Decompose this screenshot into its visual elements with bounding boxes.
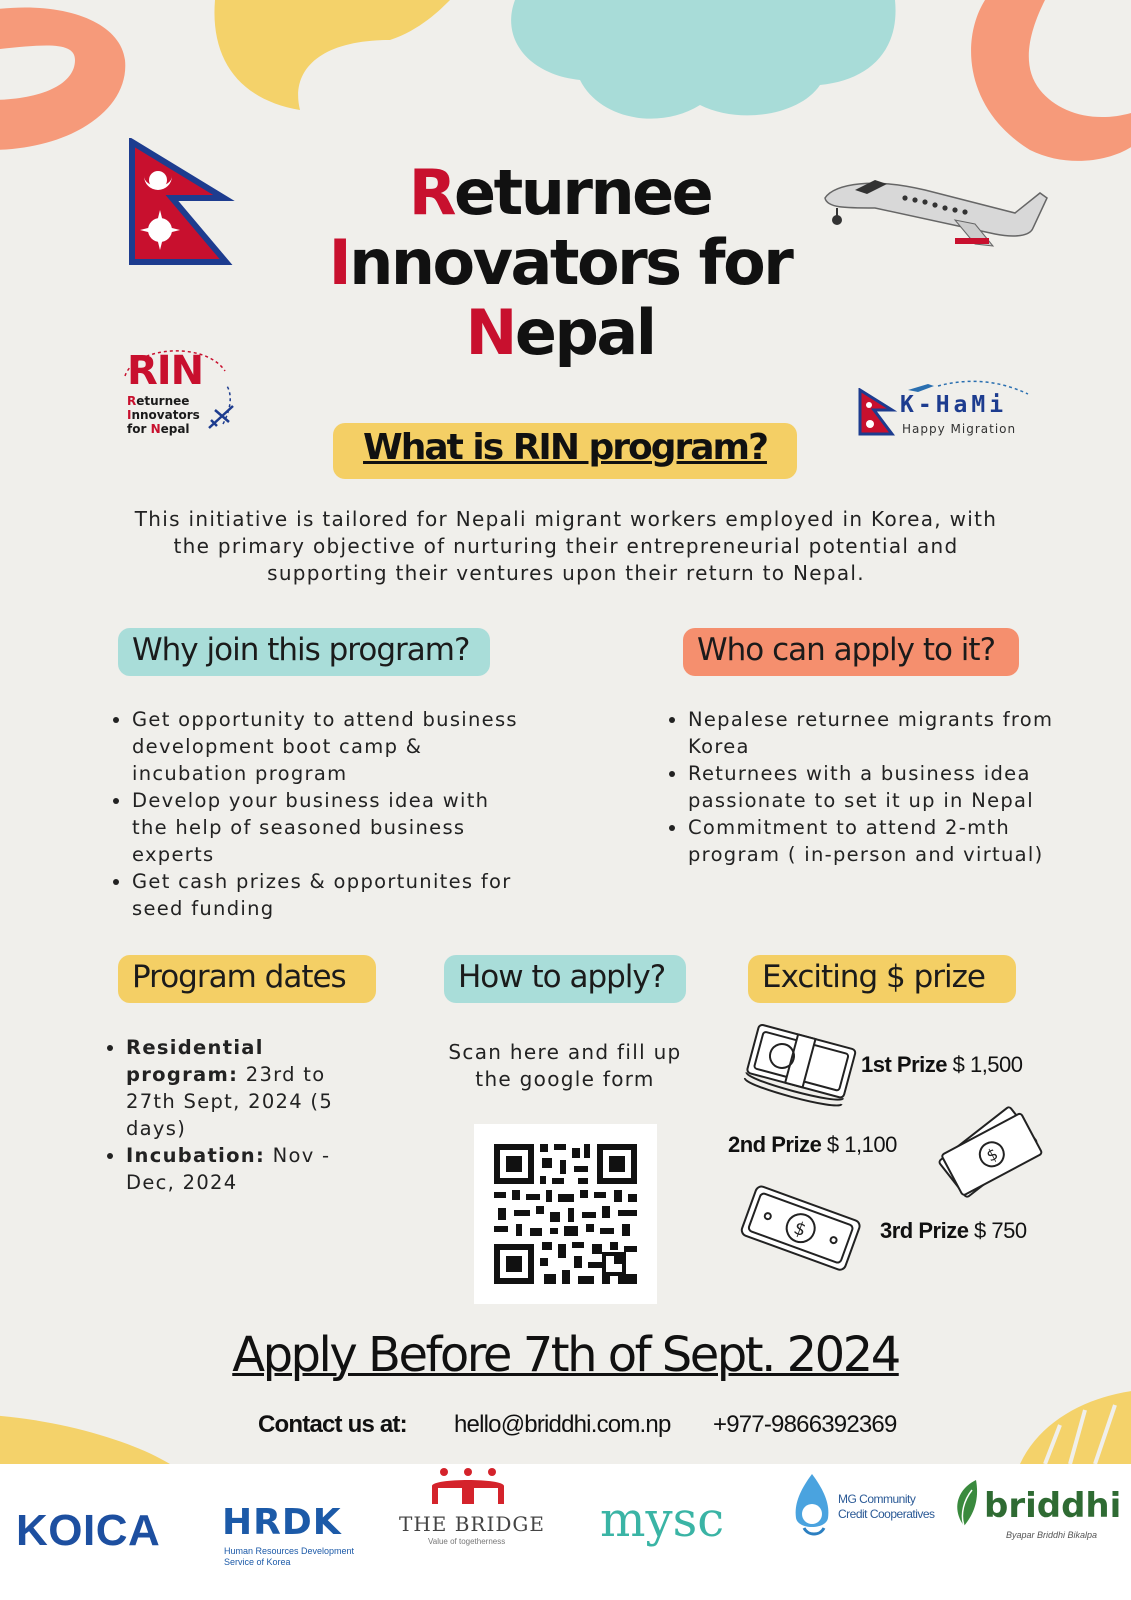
money-bill-icon [735, 1180, 865, 1280]
briddhi-logo: briddhi [984, 1486, 1122, 1526]
the-bridge-subtitle: Value of togetherness [428, 1537, 506, 1546]
hrdk-subtitle-2: Service of Korea [224, 1557, 291, 1567]
dates-heading-text: Program dates [132, 959, 346, 995]
rin-logo [115, 346, 245, 446]
contact-phone[interactable]: +977-9866392369 [713, 1411, 897, 1438]
what-heading-text: What is RIN program? [363, 427, 767, 468]
mg-logo-line2: Credit Cooperatives [838, 1507, 935, 1521]
rin-plane-icon [205, 400, 239, 434]
khami-tagline: Happy Migration [902, 422, 1017, 436]
mg-logo-line1: MG Community [838, 1492, 916, 1506]
airplane-icon [815, 168, 1055, 268]
list-item: • Returnees with a business idea passionate to set it up in Nepal [688, 760, 1056, 814]
apply-heading-text: How to apply? [458, 959, 666, 995]
list-item: • Commitment to attend 2-mth program ( in-person and virtual) [688, 814, 1056, 868]
hrdk-logo: HRDK [222, 1502, 342, 1543]
briddhi-subtitle: Byapar Briddhi Bikalpa [1006, 1530, 1098, 1540]
deadline: Apply Before 7th of Sept. 2024 [232, 1327, 899, 1383]
contact-email[interactable]: hello@briddhi.com.np [454, 1411, 671, 1438]
what-heading [333, 423, 797, 479]
prize-heading [748, 955, 1016, 1003]
rin-logo-text: Returnee Innovators for Nepal [127, 394, 200, 436]
svg-text:$: $ [790, 1217, 809, 1242]
mg-logo-icon [790, 1470, 834, 1540]
list-item: • Incubation: Nov - Dec, 2024 [126, 1142, 352, 1196]
contact-label: Contact us at: [258, 1411, 407, 1438]
who-heading-text: Who can apply to it? [697, 632, 996, 668]
intro-text: This initiative is tailored for Nepali migrant workers employed in Korea, with the primary objective of nurturing their entrepreneurial potential and supporting their ventures upon their return to Nepal. [134, 507, 998, 585]
who-heading [683, 628, 1019, 676]
why-list [108, 706, 528, 922]
dates-heading [118, 955, 376, 1003]
the-bridge-logo: THE BRIDGE [399, 1512, 546, 1536]
dates-list [102, 1034, 352, 1196]
qr-code-icon [474, 1124, 657, 1304]
qr-code[interactable] [474, 1124, 657, 1304]
hrdk-subtitle-1: Human Resources Development [224, 1546, 355, 1556]
why-heading-text: Why join this program? [132, 632, 470, 668]
page-title: Returnee Innovators for Nepal [328, 156, 792, 369]
khami-logo [858, 376, 1038, 446]
prize-heading-text: Exciting $ prize [762, 959, 985, 995]
prize-third: 3rd Prize $ 750 [880, 1218, 1027, 1243]
list-item: • Develop your business idea with the help of seasoned business experts [132, 787, 528, 868]
partner-footer [0, 1464, 1131, 1600]
the-bridge-icon [428, 1464, 508, 1508]
prize-second: 2nd Prize $ 1,100 [728, 1132, 897, 1157]
list-item: • Get opportunity to attend business development boot camp & incubation program [132, 706, 528, 787]
nepal-flag-icon [128, 138, 238, 268]
khami-flag-icon [858, 388, 898, 438]
apply-text: Scan here and fill up the google form [448, 1040, 682, 1091]
mysc-logo: mysc [600, 1492, 725, 1548]
svg-text:$: $ [983, 1143, 1002, 1166]
apply-heading [444, 955, 686, 1003]
khami-name: K-HaMi [900, 392, 1008, 418]
prize-first: 1st Prize $ 1,500 [861, 1052, 1023, 1077]
list-item: • Get cash prizes & opportunites for seed funding [132, 868, 528, 922]
money-stack-icon [740, 1016, 860, 1116]
list-item: • Residential program: 23rd to 27th Sept, 2024 (5 days) [126, 1034, 352, 1142]
rin-logo-big: RIN [127, 348, 204, 394]
list-item: • Nepalese returnee migrants from Korea [688, 706, 1056, 760]
money-bills-icon [930, 1098, 1050, 1208]
why-heading [118, 628, 490, 676]
who-list [664, 706, 1056, 868]
koica-logo: KOICA [16, 1506, 161, 1555]
